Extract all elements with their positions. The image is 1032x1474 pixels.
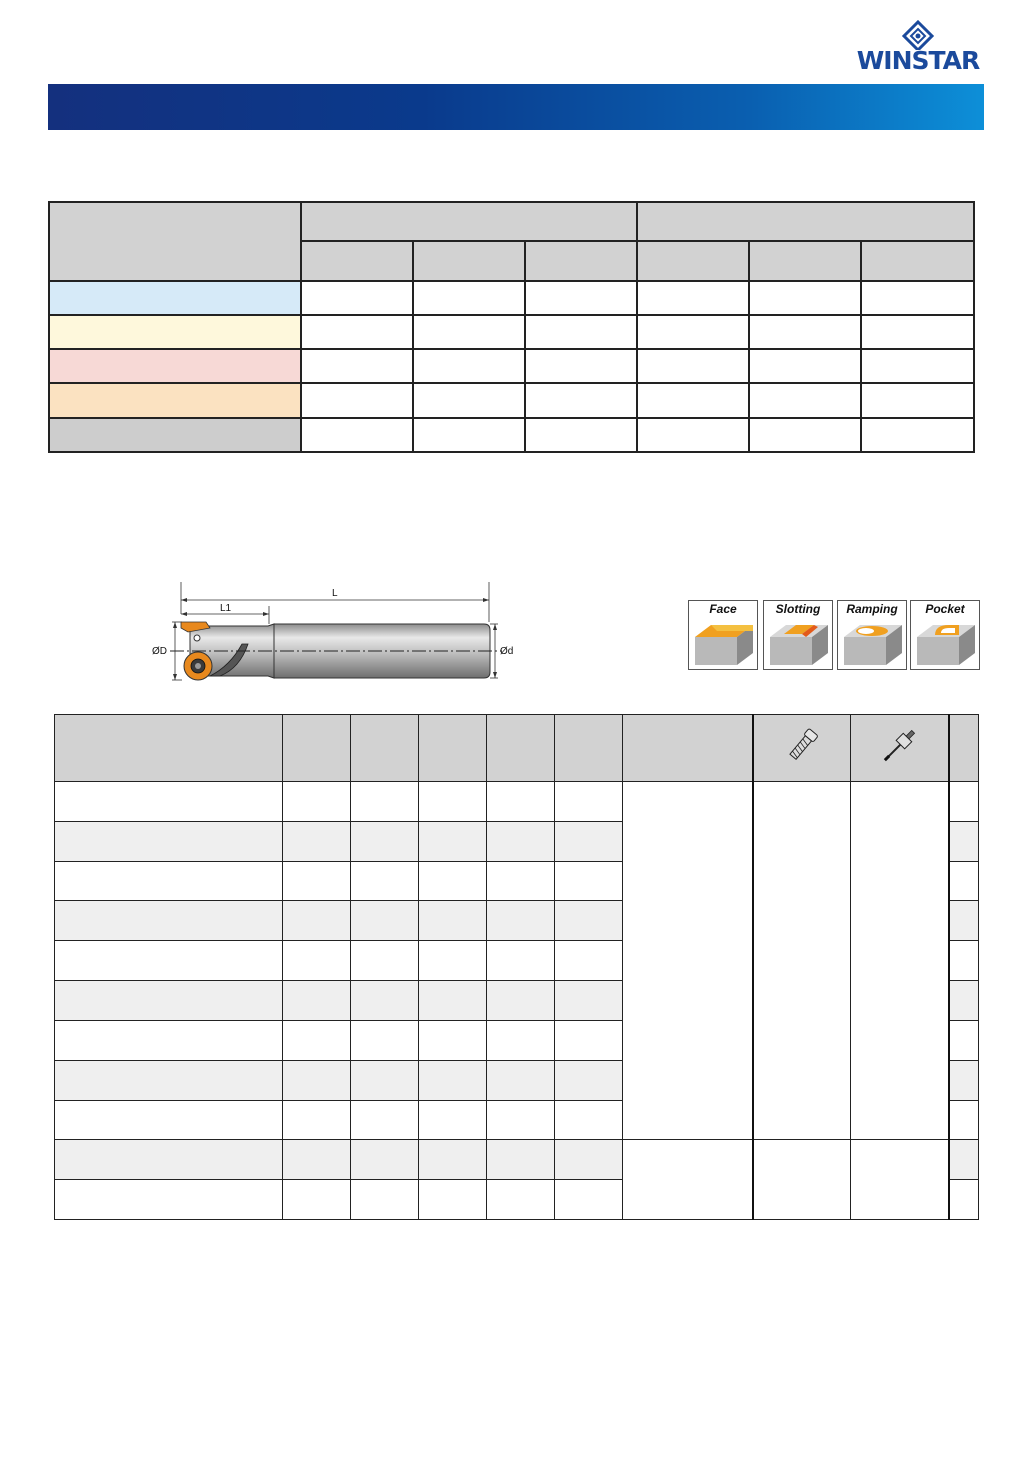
winstar-logo — [848, 20, 988, 75]
value-cell — [861, 349, 974, 383]
spec-cell — [555, 782, 623, 822]
spec-cell — [555, 941, 623, 981]
screw-merged-cell — [753, 782, 851, 1140]
spec-cell — [283, 1020, 351, 1060]
material-n-cell — [49, 383, 301, 417]
wrench-merged-cell-2 — [851, 1140, 949, 1220]
app-pocket-label: Pocket — [925, 602, 965, 616]
spec-cell — [555, 861, 623, 901]
sub-header — [525, 241, 637, 280]
header-cell — [555, 715, 623, 782]
value-cell — [749, 418, 861, 452]
wrench-header-cell — [851, 715, 949, 782]
material-table — [48, 201, 975, 453]
spec-cell — [283, 941, 351, 981]
spec-cell — [351, 821, 419, 861]
spec-cell — [949, 782, 979, 822]
sub-header — [749, 241, 861, 280]
spec-cell — [487, 981, 555, 1021]
spec-cell — [419, 1140, 487, 1180]
value-cell — [413, 349, 525, 383]
spec-cell — [55, 821, 283, 861]
value-cell — [525, 418, 637, 452]
spec-cell — [283, 1100, 351, 1140]
slotting-icon — [766, 617, 830, 667]
dim-d-label: Ød — [500, 646, 514, 657]
value-cell — [301, 418, 413, 452]
spec-cell — [419, 901, 487, 941]
spec-cell — [949, 1180, 979, 1220]
spec-cell — [419, 1020, 487, 1060]
material-s-cell — [49, 418, 301, 452]
value-cell — [525, 383, 637, 417]
spec-cell — [283, 782, 351, 822]
spec-cell — [487, 1180, 555, 1220]
value-cell — [301, 315, 413, 349]
spec-cell — [55, 1180, 283, 1220]
pocket-icon — [913, 617, 977, 667]
value-cell — [301, 383, 413, 417]
value-cell — [413, 281, 525, 315]
value-cell — [525, 349, 637, 383]
spec-cell — [351, 941, 419, 981]
ramping-icon — [840, 617, 904, 667]
value-cell — [749, 383, 861, 417]
value-cell — [525, 281, 637, 315]
spec-cell — [419, 861, 487, 901]
spec-cell — [283, 901, 351, 941]
spec-cell — [419, 981, 487, 1021]
spec-cell — [55, 901, 283, 941]
header-cell — [351, 715, 419, 782]
spec-cell — [55, 1020, 283, 1060]
value-cell — [861, 418, 974, 452]
spec-cell — [555, 821, 623, 861]
spec-cell — [949, 901, 979, 941]
insert-merged-cell-2 — [623, 1140, 753, 1220]
sub-header — [301, 241, 413, 280]
app-slotting-label: Slotting — [775, 602, 821, 616]
spec-cell — [351, 981, 419, 1021]
spec-cell — [949, 821, 979, 861]
value-cell — [749, 315, 861, 349]
application-icons — [688, 600, 980, 670]
spec-cell — [55, 1060, 283, 1100]
value-cell — [749, 281, 861, 315]
spec-cell — [487, 782, 555, 822]
dim-D-label: ØD — [152, 646, 167, 657]
spec-cell — [283, 981, 351, 1021]
spec-cell — [283, 861, 351, 901]
header-cell — [55, 715, 283, 782]
spec-cell — [949, 1140, 979, 1180]
spec-cell — [419, 1060, 487, 1100]
sub-header — [861, 241, 974, 280]
spec-cell — [351, 901, 419, 941]
spec-cell — [555, 1140, 623, 1180]
app-ramping — [837, 600, 907, 670]
material-header-cell — [49, 202, 301, 281]
spec-cell — [351, 1180, 419, 1220]
value-cell — [861, 281, 974, 315]
spec-cell — [351, 1140, 419, 1180]
spec-cell — [351, 1060, 419, 1100]
spec-table — [54, 714, 979, 1220]
spec-cell — [949, 1060, 979, 1100]
dim-L-label: L — [332, 588, 338, 599]
spec-cell — [487, 1020, 555, 1060]
spec-cell — [419, 821, 487, 861]
spec-cell — [487, 1140, 555, 1180]
value-cell — [637, 418, 749, 452]
header-cell — [623, 715, 753, 782]
spec-cell — [555, 1180, 623, 1220]
spec-cell — [55, 861, 283, 901]
value-cell — [413, 315, 525, 349]
app-pocket — [910, 600, 980, 670]
screw-merged-cell-2 — [753, 1140, 851, 1220]
header-cell — [419, 715, 487, 782]
value-cell — [525, 315, 637, 349]
spec-cell — [283, 1140, 351, 1180]
value-cell — [749, 349, 861, 383]
spec-cell — [555, 1020, 623, 1060]
spec-cell — [351, 782, 419, 822]
spec-cell — [419, 782, 487, 822]
spec-cell — [487, 821, 555, 861]
spec-cell — [283, 821, 351, 861]
spec-cell — [419, 1100, 487, 1140]
logo-wordmark: WINSTAR — [856, 46, 980, 75]
spec-cell — [351, 1100, 419, 1140]
spec-cell — [487, 861, 555, 901]
value-cell — [637, 349, 749, 383]
value-cell — [413, 418, 525, 452]
spec-cell — [55, 782, 283, 822]
material-k-cell — [49, 349, 301, 383]
value-cell — [301, 281, 413, 315]
spec-cell — [555, 1060, 623, 1100]
app-slotting — [763, 600, 833, 670]
insert-screw-icon — [782, 724, 822, 768]
spec-cell — [419, 1180, 487, 1220]
spec-cell — [487, 901, 555, 941]
material-m-cell — [49, 315, 301, 349]
spec-cell — [283, 1180, 351, 1220]
face-milling-icon — [691, 617, 755, 667]
header-cell — [949, 715, 979, 782]
value-cell — [861, 383, 974, 417]
app-face — [688, 600, 758, 670]
title-bar — [48, 84, 984, 130]
spec-cell — [419, 941, 487, 981]
spec-cell — [351, 1020, 419, 1060]
spec-cell — [55, 941, 283, 981]
spec-cell — [55, 1100, 283, 1140]
app-ramping-label: Ramping — [846, 602, 898, 616]
value-cell — [861, 315, 974, 349]
spec-cell — [351, 861, 419, 901]
spec-cell — [949, 1020, 979, 1060]
spec-cell — [283, 1060, 351, 1100]
group-header-2 — [637, 202, 974, 241]
spec-cell — [949, 981, 979, 1021]
spec-cell — [487, 1060, 555, 1100]
value-cell — [413, 383, 525, 417]
sub-header — [413, 241, 525, 280]
spec-cell — [555, 901, 623, 941]
header-cell — [487, 715, 555, 782]
spec-cell — [55, 1140, 283, 1180]
dim-L1-label: L1 — [220, 603, 232, 614]
app-face-label: Face — [709, 602, 737, 616]
spec-cell — [487, 1100, 555, 1140]
spec-cell — [487, 941, 555, 981]
spec-cell — [555, 1100, 623, 1140]
spec-cell — [555, 981, 623, 1021]
insert-merged-cell — [623, 782, 753, 1140]
wrench-merged-cell — [851, 782, 949, 1140]
screw-header-cell — [753, 715, 851, 782]
material-p-cell — [49, 281, 301, 315]
value-cell — [637, 315, 749, 349]
spec-cell — [949, 941, 979, 981]
header-cell — [283, 715, 351, 782]
end-mill-drawing — [150, 580, 530, 690]
value-cell — [637, 383, 749, 417]
sub-header — [637, 241, 749, 280]
spec-cell — [949, 1100, 979, 1140]
torx-driver-icon — [877, 724, 921, 768]
value-cell — [637, 281, 749, 315]
spec-cell — [949, 861, 979, 901]
spec-cell — [55, 981, 283, 1021]
value-cell — [301, 349, 413, 383]
group-header-1 — [301, 202, 637, 241]
